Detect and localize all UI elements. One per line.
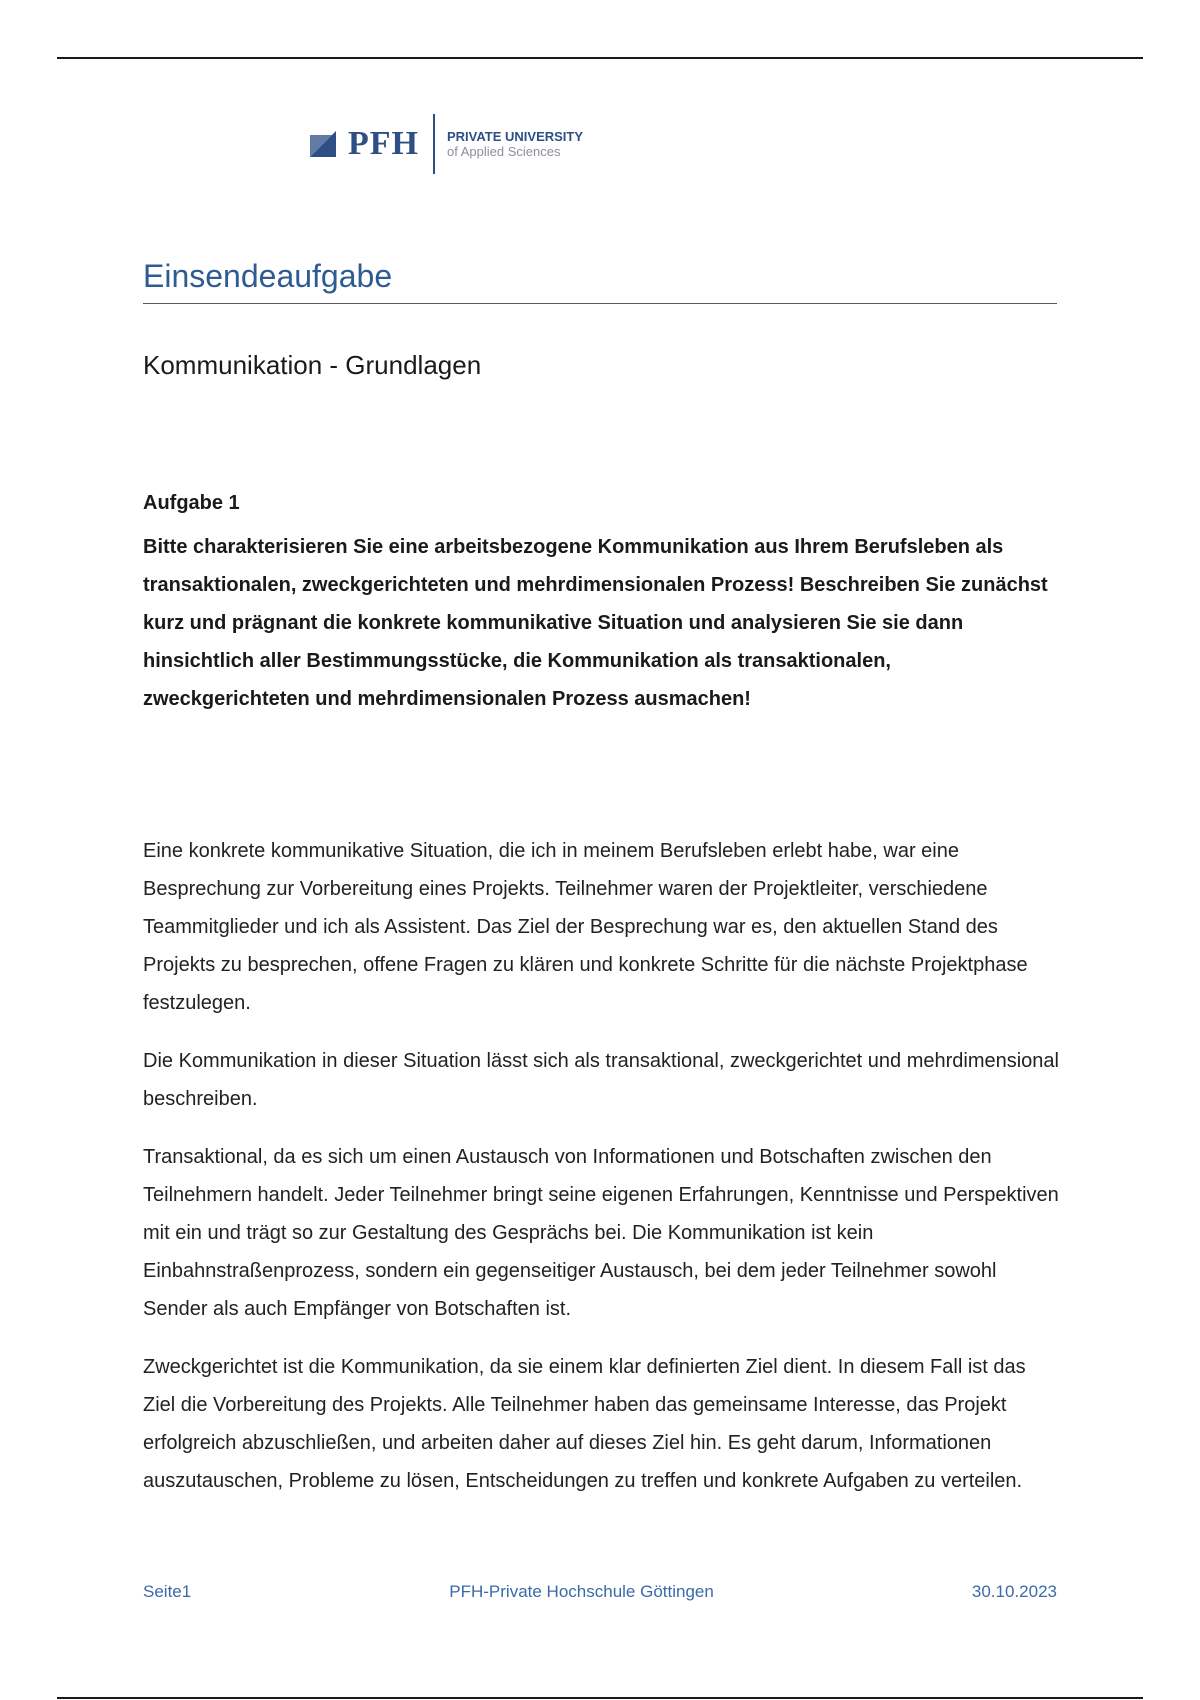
top-rule [57,57,1143,59]
footer-page-number: Seite1 [143,1582,192,1601]
pfh-logo [310,112,583,176]
task-label: Aufgabe 1 [143,492,240,514]
logo-separator [433,114,435,174]
bottom-rule [57,1697,1143,1699]
task-block [143,484,1063,718]
task-text: Bitte charakterisieren Sie eine arbeitsbezogene Kommunikation aus Ihrem Berufsleben als transaktionalen, zweckgerichteten und mehrdimensionalen Prozess! Beschreiben Sie zunächst kurz und prägnant die konkrete kommunikative Situation und analysieren Sie sie dann hinsichtlich aller Bestimmungsstücke, die Kommunikation als transaktionalen, zweckgerichteten und mehrdimensionalen Prozess ausmachen! [143,536,1048,710]
logo-text: PFH [348,125,419,162]
logo-subtitle [447,129,583,159]
footer-date: 30.10.2023 [971,1582,1057,1601]
answer-body [143,832,1063,1520]
paragraph: Zweckgerichtet ist die Kommunikation, da sie einem klar definierten Ziel dient. In diesem Fall ist das Ziel die Vorbereitung des Projekts. Alle Teilnehmer haben das gemeinsame Interesse, das Projekt erfolgreich abzuschließen, und arbeiten daher auf dieses Ziel hin. Es geht darum, Informationen auszutauschen, Probleme zu lösen, Entscheidungen zu treffen und konkrete Aufgaben zu verteilen. [143,1356,1026,1492]
paragraph: Eine konkrete kommunikative Situation, die ich in meinem Berufsleben erlebt habe, war eine Besprechung zur Vorbereitung eines Projekts. Teilnehmer waren der Projektleiter, verschiedene Teammitglieder und ich als Assistent. Das Ziel der Besprechung war es, den aktuellen Stand des Projekts zu besprechen, offene Fragen zu klären und konkrete Schritte für die nächste Projektphase festzulegen. [143,840,1028,1014]
paragraph: Die Kommunikation in dieser Situation lässt sich als transaktional, zweckgerichtet und mehrdimensional beschreiben. [143,1050,1059,1110]
document-subtitle: Kommunikation - Grundlagen [143,350,482,380]
footer-institution: PFH-Private Hochschule Göttingen [449,1582,714,1601]
paragraph: Transaktional, da es sich um einen Austausch von Informationen und Botschaften zwischen den Teilnehmern handelt. Jeder Teilnehmer bringt seine eigenen Erfahrungen, Kenntnisse und Perspektiven mit ein und trägt so zur Gestaltung des Gesprächs bei. Die Kommunikation ist kein Einbahnstraßenprozess, sondern ein gegenseitiger Austausch, bei dem jeder Teilnehmer sowohl Sender als auch Empfänger von Botschaften ist. [143,1146,1059,1320]
page-footer [143,1582,1057,1602]
document-title: Einsendeaufgabe [143,258,393,294]
pfh-logo-icon [310,131,336,157]
logo-subtitle-line1: PRIVATE UNIVERSITY [446,129,584,144]
logo-subtitle-line2: of Applied Sciences [446,144,561,159]
title-underline [143,303,1057,304]
